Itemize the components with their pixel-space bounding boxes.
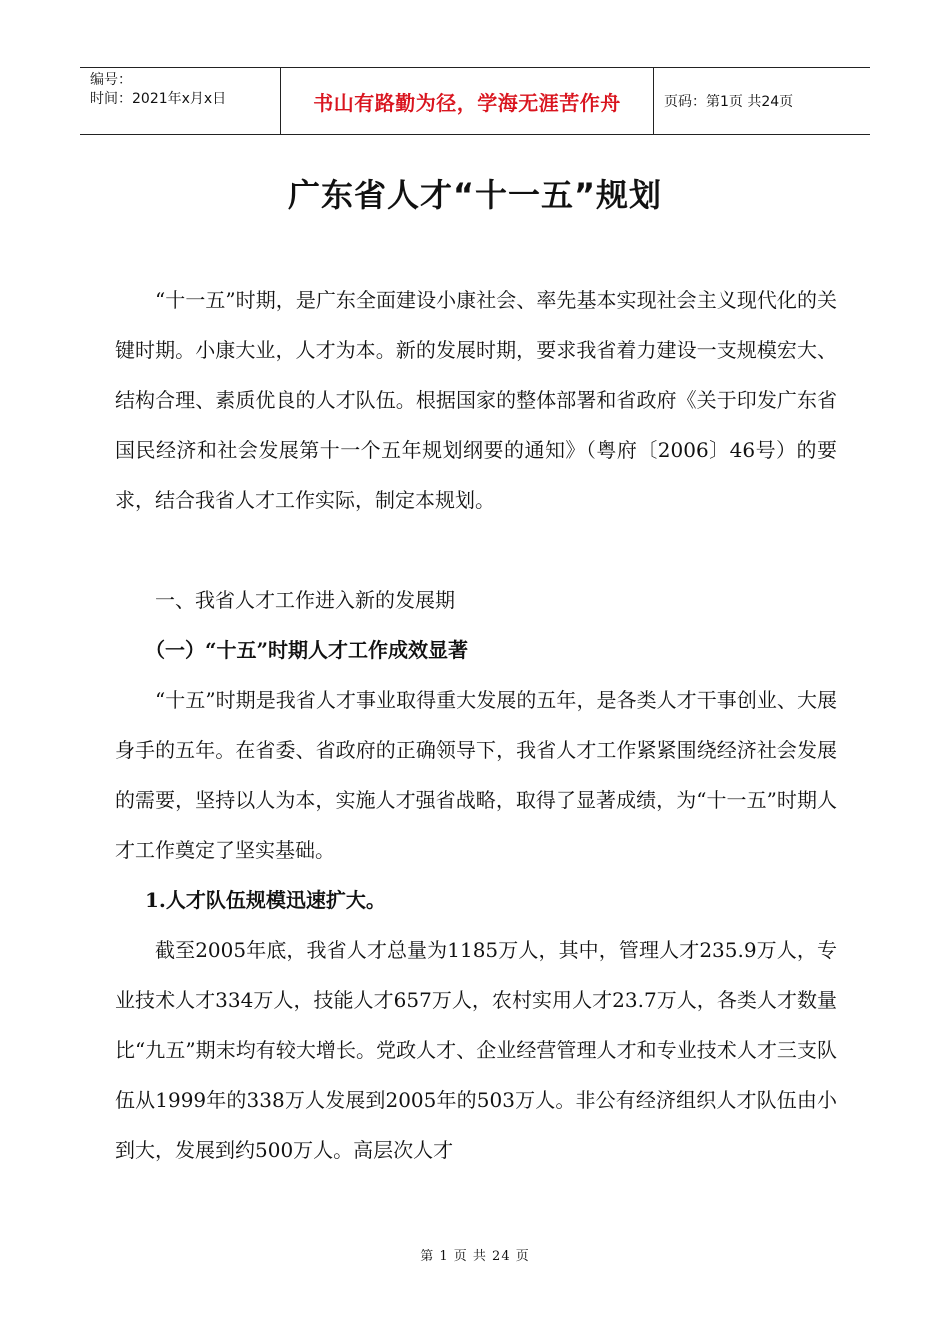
- header-meta-cell: [80, 68, 281, 134]
- body-paragraph: “十五”时期是我省人才事业取得重大发展的五年，是各类人才干事创业、大展身手的五年。在省委、省政府的正确领导下，我省人才工作紧紧围绕经济社会发展的需要，坚持以人为本，实施人才强省战略，取得了显著成绩，为“十一五”时期人才工作奠定了坚实基础。: [115, 688, 837, 862]
- serial-number-label: 编号：: [90, 72, 132, 88]
- item-heading: 1.人才队伍规模迅速扩大。: [145, 888, 386, 912]
- section-heading: 一、我省人才工作进入新的发展期: [155, 588, 455, 612]
- body-paragraph: 截至2005年底，我省人才总量为1185万人，其中，管理人才235.9万人，专业技术人才334万人，技能人才657万人，农村实用人才23.7万人，各类人才数量比“九五”期末均有较大增长。党政人才、企业经营管理人才和专业技术人才三支队伍从1999年的338万人发展到2005年的503万人。非公有经济组织人才队伍由小到大，发展到约500万人。高层次人才: [115, 938, 837, 1162]
- document-header: [80, 67, 870, 135]
- page-info: 页码：第1页 共24页: [664, 94, 794, 110]
- date-label: 时间：2021年x月x日: [90, 91, 227, 107]
- header-page-cell: [654, 68, 870, 134]
- subsection-heading: （一）“十五”时期人才工作成效显著: [145, 638, 469, 662]
- page-footer: 第 1 页 共 24 页: [420, 1249, 530, 1264]
- motto-text: 书山有路勤为径，学海无涯苦作舟: [313, 90, 621, 115]
- intro-paragraph: “十一五”时期，是广东全面建设小康社会、率先基本实现社会主义现代化的关键时期。小康大业，人才为本。新的发展时期，要求我省着力建设一支规模宏大、结构合理、素质优良的人才队伍。根据国家的整体部署和省政府《关于印发广东省国民经济和社会发展第十一个五年规划纲要的通知》（粤府〔2006〕46号）的要求，结合我省人才工作实际，制定本规划。: [115, 288, 837, 512]
- document-title: 广东省人才“十一五”规划: [287, 176, 663, 214]
- header-motto-cell: [281, 68, 654, 134]
- document-body: [115, 275, 837, 1175]
